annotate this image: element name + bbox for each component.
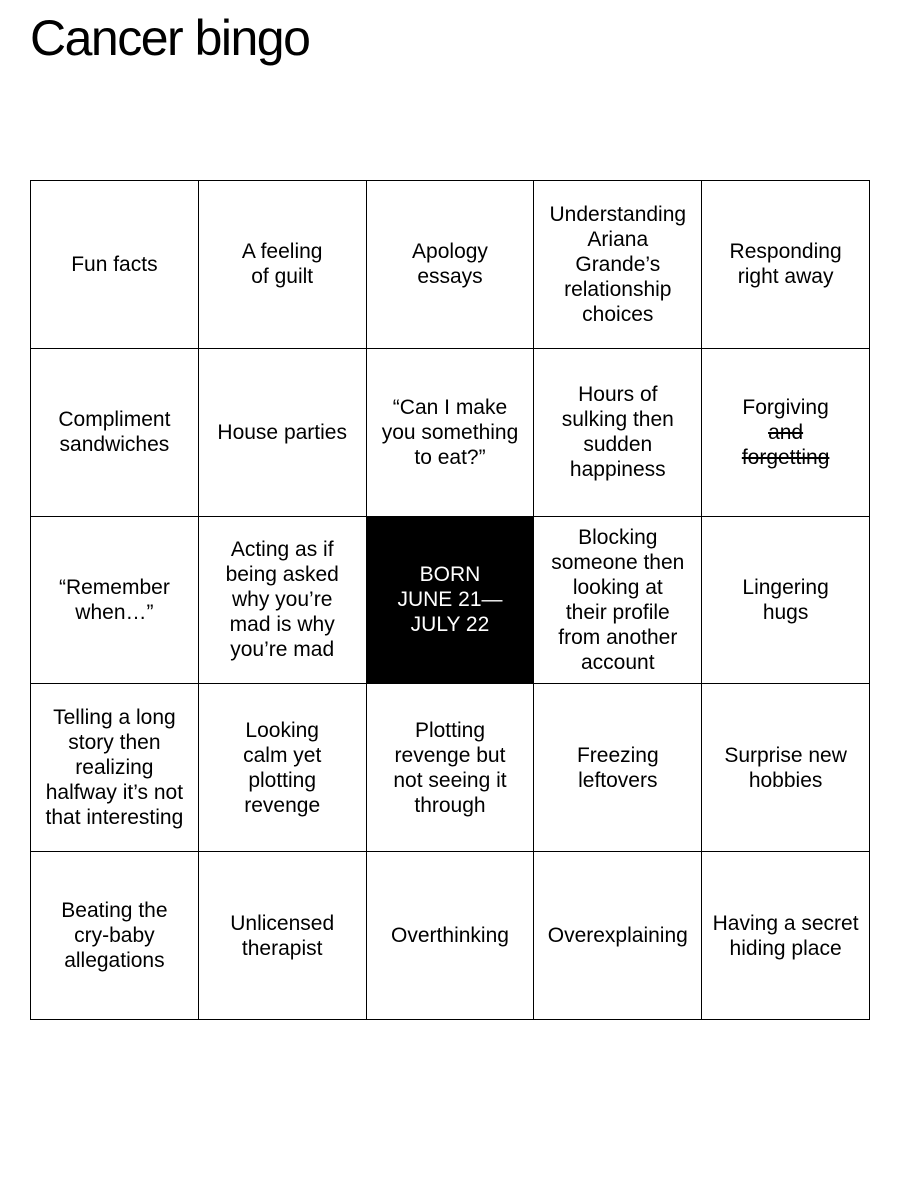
bingo-cell-label: Lingering hugs: [742, 575, 829, 624]
bingo-cell[interactable]: [534, 349, 702, 517]
bingo-cell[interactable]: [199, 181, 367, 349]
bingo-cell-label: Acting as if being asked why you’re mad is why you’re mad: [225, 538, 339, 662]
page-title: Cancer bingo: [30, 10, 310, 66]
bingo-cell-label: Beating the cry-baby allegations: [61, 899, 168, 973]
bingo-cell[interactable]: [367, 181, 535, 349]
bingo-cell-content: [742, 395, 830, 470]
bingo-cell-label: Overexplaining: [547, 924, 688, 948]
bingo-cell[interactable]: [534, 517, 702, 685]
bingo-cell-label: Fun facts: [71, 252, 158, 276]
bingo-cell-label: Plotting revenge but not seeing it through: [393, 718, 507, 817]
bingo-cell-label: “Remember when…”: [58, 575, 170, 624]
bingo-cell[interactable]: [31, 684, 199, 852]
bingo-cell-label: House parties: [217, 420, 347, 444]
bingo-cell[interactable]: [367, 684, 535, 852]
bingo-cell-label: “Can I make you something to eat?”: [381, 395, 519, 469]
bingo-board: [30, 180, 870, 1020]
bingo-cell-label: Compliment sandwiches: [58, 408, 171, 457]
bingo-cell-label: BORN JUNE 21— JULY 22: [397, 563, 503, 637]
bingo-cell[interactable]: [199, 852, 367, 1020]
bingo-cell-label: Hours of sulking then sudden happiness: [561, 383, 674, 482]
bingo-cell[interactable]: [199, 517, 367, 685]
bingo-cell[interactable]: [31, 349, 199, 517]
bingo-cell-label: Looking calm yet plotting revenge: [243, 718, 322, 817]
bingo-cell[interactable]: [702, 181, 870, 349]
bingo-cell-label: Surprise new hobbies: [724, 743, 847, 792]
bingo-cell-label: Telling a long story then realizing halfway it’s not that interesting: [45, 706, 184, 830]
bingo-cell-label: Apology essays: [412, 240, 488, 289]
bingo-cell[interactable]: [702, 684, 870, 852]
bingo-cell[interactable]: [534, 684, 702, 852]
bingo-cell-label: Having a secret hiding place: [712, 911, 859, 960]
bingo-cell-label: Freezing leftovers: [576, 743, 659, 792]
bingo-cell[interactable]: [702, 852, 870, 1020]
bingo-free-space[interactable]: [367, 517, 535, 685]
bingo-cell[interactable]: [534, 181, 702, 349]
bingo-cell-label: Understanding Ariana Grande’s relationship choices: [549, 202, 687, 326]
bingo-cell-label: Unlicensed therapist: [230, 911, 335, 960]
bingo-cell[interactable]: [367, 852, 535, 1020]
bingo-cell-label: Overthinking: [391, 924, 509, 948]
bingo-cell[interactable]: [702, 349, 870, 517]
bingo-cell[interactable]: [31, 517, 199, 685]
bingo-cell[interactable]: [31, 852, 199, 1020]
bingo-cell-label: Blocking someone then looking at their profile from another account: [551, 525, 685, 674]
bingo-cell[interactable]: [534, 852, 702, 1020]
bingo-cell[interactable]: [31, 181, 199, 349]
bingo-cell[interactable]: [199, 684, 367, 852]
bingo-cell[interactable]: [367, 349, 535, 517]
bingo-cell-struck-text: and forgetting: [741, 420, 830, 469]
bingo-cell-label: Responding right away: [729, 240, 842, 289]
bingo-cell[interactable]: [702, 517, 870, 685]
bingo-cell-label: Forgiving: [742, 395, 829, 419]
bingo-cell[interactable]: [199, 349, 367, 517]
bingo-cell-label: A feeling of guilt: [241, 240, 323, 289]
